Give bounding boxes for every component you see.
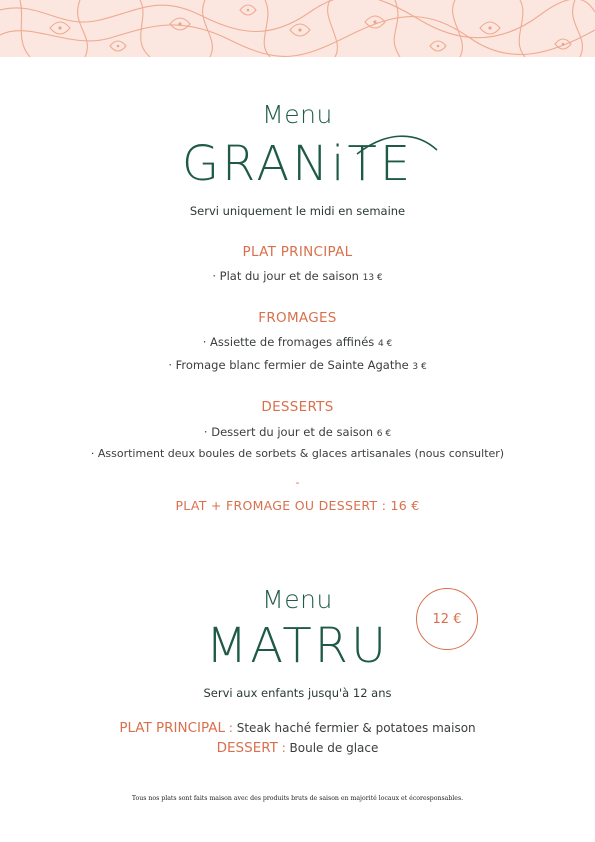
flourish-icon: [355, 128, 440, 158]
granite-title: GRANiTE: [181, 136, 414, 192]
item-text: · Dessert du jour et de saison: [203, 425, 374, 439]
floral-pattern-icon: [0, 0, 595, 57]
matru-subtitle: Servi aux enfants jusqu'à 12 ans: [203, 686, 392, 700]
matru-title: MATRU: [205, 618, 390, 674]
matru-line-label: PLAT PRINCIPAL: [119, 720, 226, 736]
granite-subtitle: Servi uniquement le midi en semaine: [189, 204, 406, 218]
matru-menu-word: Menu: [262, 585, 333, 614]
item-price: 13 €: [362, 273, 383, 283]
price-badge-label: 12 €: [432, 611, 462, 627]
matru-line-sep: :: [277, 741, 290, 755]
item-text: · Fromage blanc fermier de Sainte Agathe: [168, 358, 409, 372]
price-badge: [416, 588, 478, 650]
menu-item: [0, 354, 595, 378]
matru-line-text: Boule de glace: [289, 741, 379, 755]
item-price: 4 €: [377, 339, 393, 349]
item-text: · Plat du jour et de saison: [212, 269, 359, 283]
item-text: · Assiette de fromages affinés: [202, 335, 375, 349]
matru-line: [0, 740, 595, 756]
menu-item: [0, 265, 595, 289]
matru-line-sep: :: [225, 721, 237, 735]
menu-item: [0, 331, 595, 355]
section-title-plat: PLAT PRINCIPAL: [242, 244, 353, 260]
menu-item: [0, 443, 595, 465]
section-title-desserts: DESSERTS: [261, 399, 334, 415]
matru-line: [0, 720, 595, 736]
formula-line: PLAT + FROMAGE OU DESSERT : 16 €: [175, 498, 420, 513]
separator: -: [295, 476, 300, 489]
footnote: Tous nos plats sont faits maison avec des produits bruts de saison en majorité locaux et écoresponsables.: [131, 795, 464, 802]
floral-pattern-banner: [0, 0, 595, 57]
matru-line-text: Steak haché fermier & potatoes maison: [236, 721, 476, 735]
item-text: · Assortiment deux boules de sorbets & glaces artisanales (nous consulter): [90, 447, 505, 460]
item-price: 6 €: [376, 429, 392, 439]
granite-menu-word: Menu: [262, 100, 333, 129]
menu-item: [0, 421, 595, 445]
section-title-fromages: FROMAGES: [258, 310, 337, 326]
matru-line-label: DESSERT: [216, 740, 278, 756]
item-price: 3 €: [412, 362, 427, 372]
